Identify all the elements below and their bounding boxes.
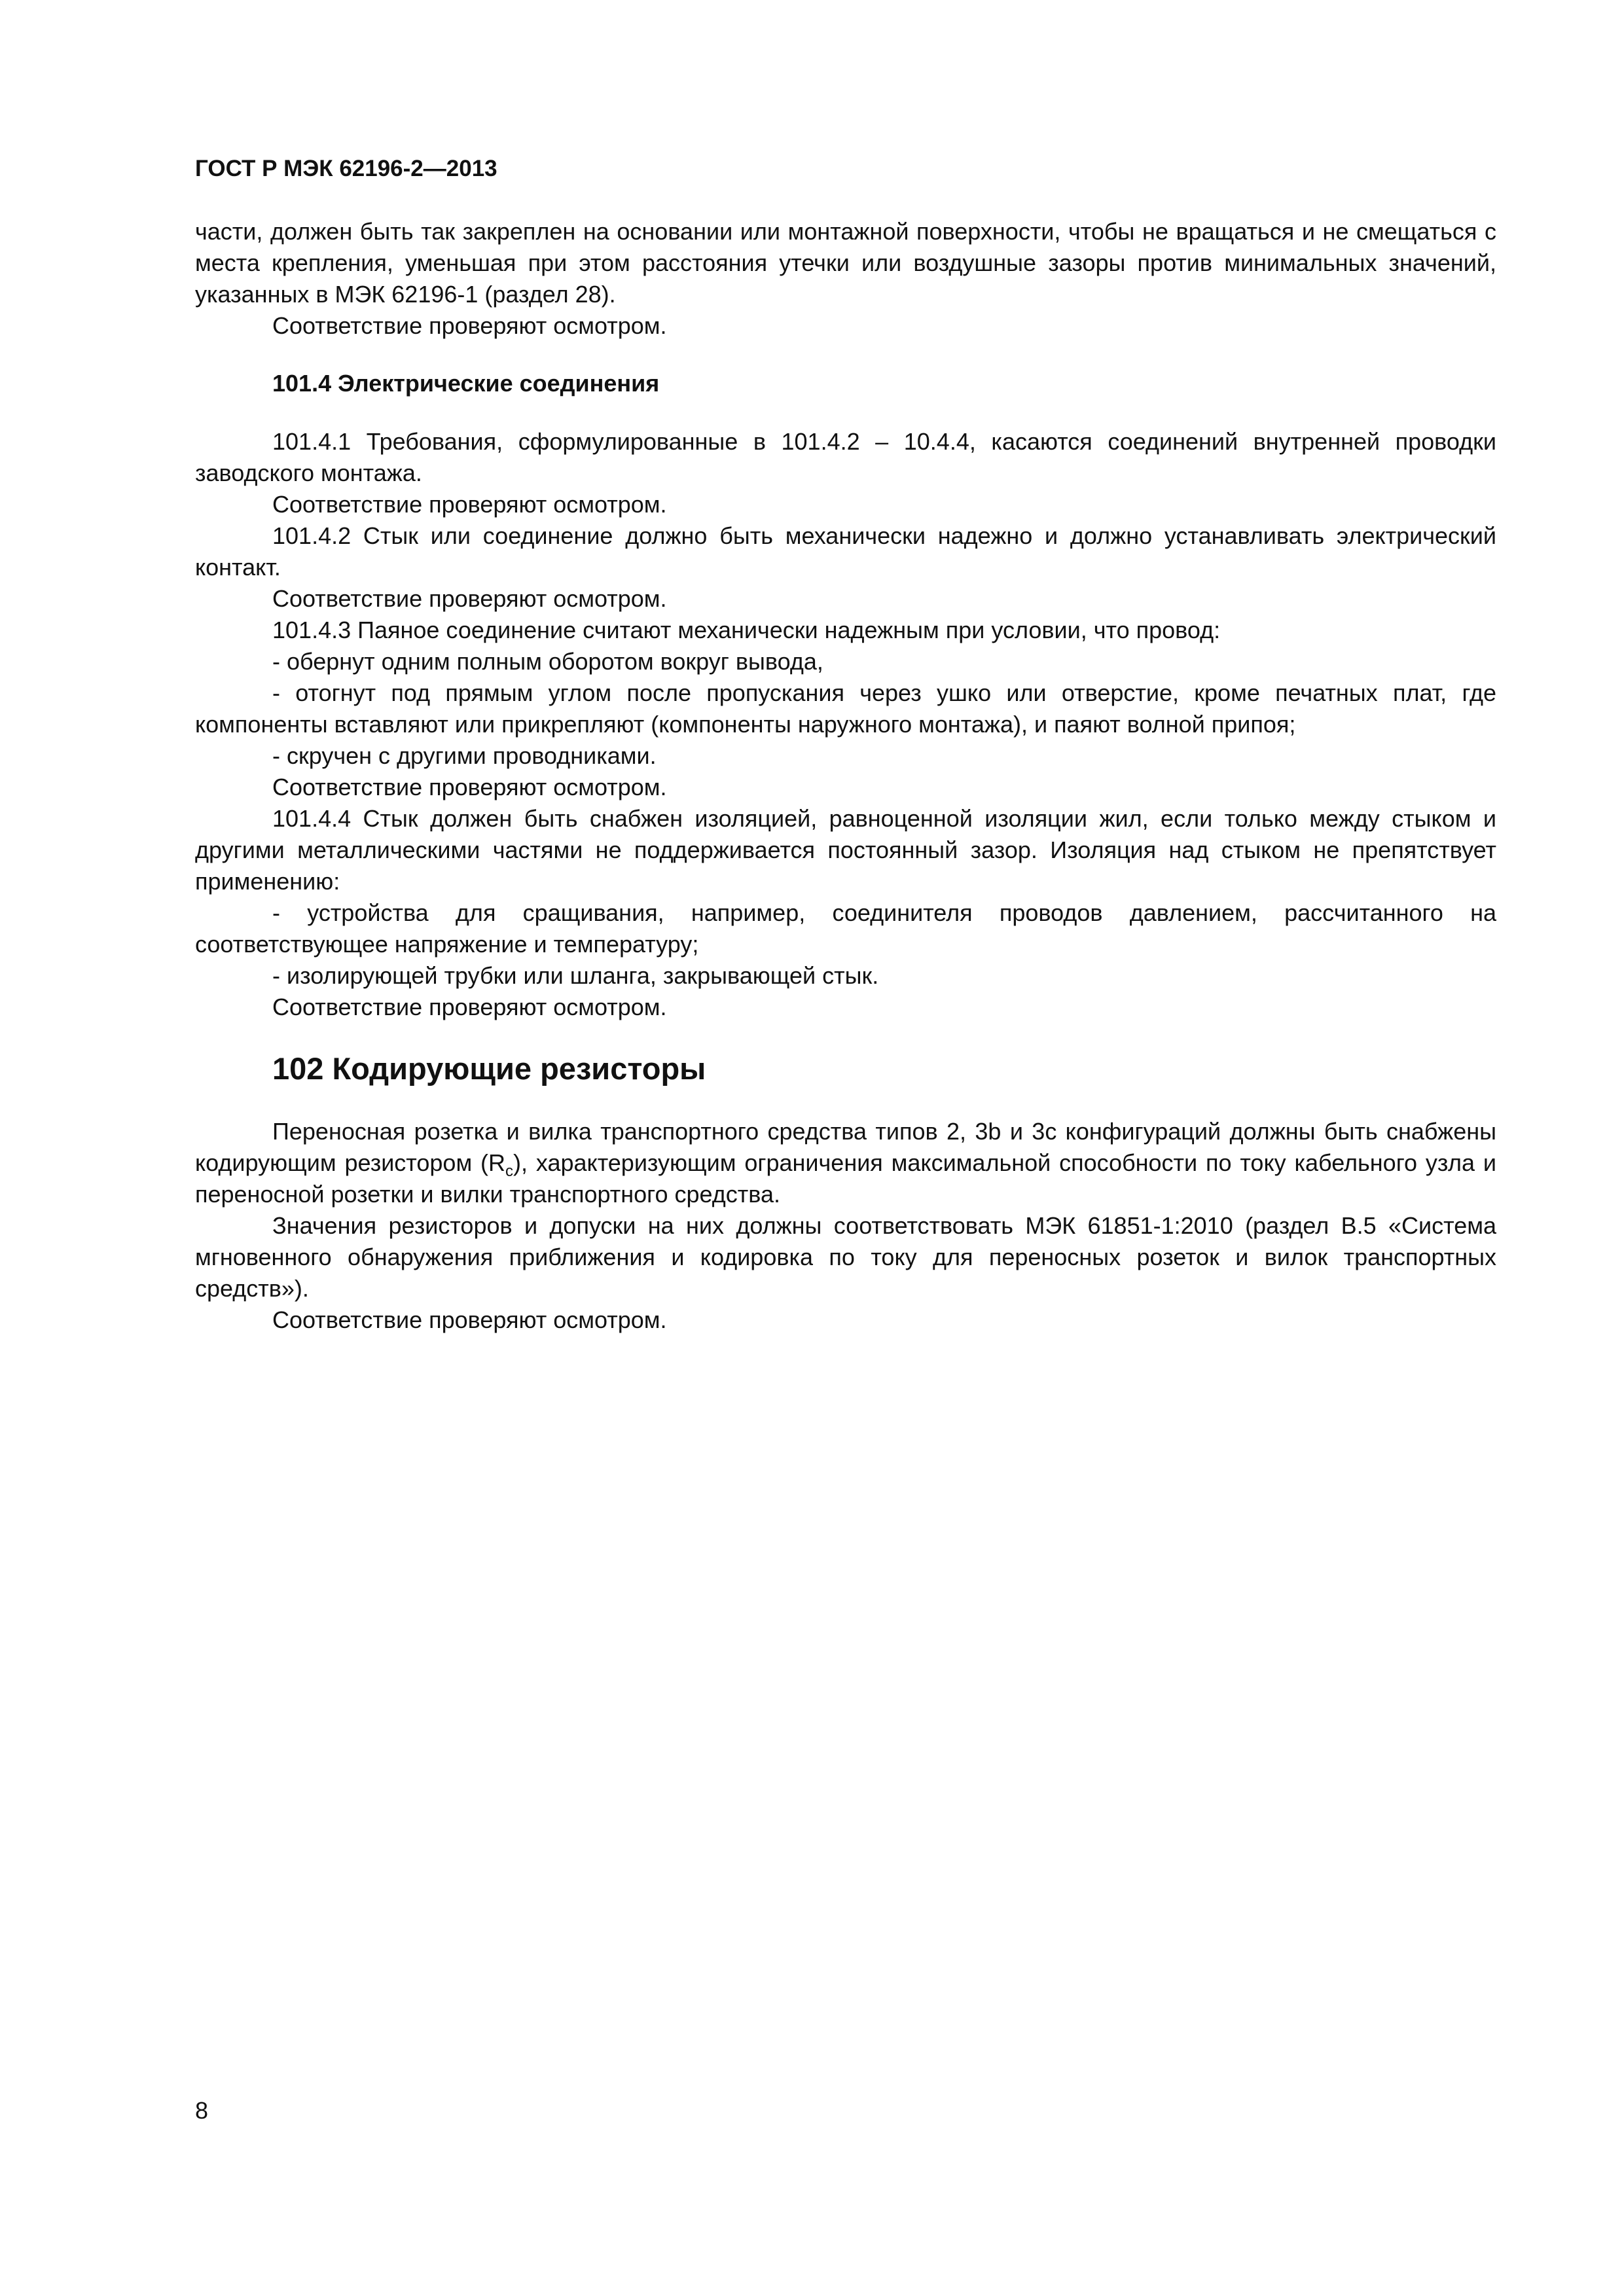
paragraph-continuation: части, должен быть так закреплен на основании или монтажной поверхности, чтобы не вращаться и не смещаться с места крепления, уменьшая при этом расстояния утечки или воздушные зазоры против минимальных значений, указанных в МЭК 62196-1 (раздел 28). (195, 218, 1496, 308)
section-heading-102: 102 Кодирующие резисторы (272, 1051, 706, 1086)
paragraph-resistor-values: Значения резисторов и допуски на них должны соответствовать МЭК 61851-1:2010 (раздел B.5 «Система мгновенного обнаружения приближения и кодировка по току для переносных розеток и вилок транспортных средств»). (195, 1212, 1496, 1302)
compliance-note: Соответствие проверяют осмотром. (272, 585, 667, 612)
paragraph-text: ), характеризующим ограничения максимальной способности по току кабельного узла и переносной розетки и вилки транспортного средства. (195, 1149, 1496, 1208)
subscript-c: c (505, 1162, 514, 1181)
subsection-heading-101-4: 101.4 Электрические соединения (272, 370, 660, 397)
compliance-note: Соответствие проверяют осмотром. (272, 491, 667, 518)
list-item: - изолирующей трубки или шланга, закрывающей стык. (272, 962, 879, 989)
compliance-note: Соответствие проверяют осмотром. (272, 1306, 667, 1333)
page-number: 8 (195, 2097, 209, 2124)
paragraph-text: Переносная розетка и вилка транспортного средства типов 2, 3b и 3c конфигураций должны быть снабжены кодирующим резистором (R (195, 1118, 1496, 1176)
list-item: - обернут одним полным оборотом вокруг вывода, (272, 648, 823, 675)
list-item: - устройства для сращивания, например, соединителя проводов давлением, рассчитанного на соответствующее напряжение и температуру; (195, 899, 1496, 958)
clause-101-4-1: 101.4.1 Требования, сформулированные в 101.4.2 – 10.4.4, касаются соединений внутренней проводки заводского монтажа. (195, 428, 1496, 486)
paragraph-coding-resistor (195, 1116, 1496, 1210)
list-item: - отогнут под прямым углом после пропускания через ушко или отверстие, кроме печатных плат, где компоненты вставляют или прикрепляют (компоненты наружного монтажа), и паяют волной припоя; (195, 679, 1496, 738)
document-header: ГОСТ Р МЭК 62196-2—2013 (195, 156, 497, 181)
compliance-note: Соответствие проверяют осмотром. (272, 994, 667, 1020)
clause-101-4-4: 101.4.4 Стык должен быть снабжен изоляцией, равноценной изоляции жил, если только между стыком и другими металлическими частями не поддерживается постоянный зазор. Изоляция над стыком не препятствует применению: (195, 805, 1496, 895)
clause-101-4-2: 101.4.2 Стык или соединение должно быть механически надежно и должно устанавливать электрический контакт. (195, 522, 1496, 581)
compliance-note: Соответствие проверяют осмотром. (272, 774, 667, 800)
list-item: - скручен с другими проводниками. (272, 742, 657, 769)
document-body (195, 216, 1496, 1336)
compliance-note: Соответствие проверяют осмотром. (272, 312, 667, 339)
clause-101-4-3: 101.4.3 Паяное соединение считают механически надежным при условии, что провод: (272, 617, 1221, 643)
